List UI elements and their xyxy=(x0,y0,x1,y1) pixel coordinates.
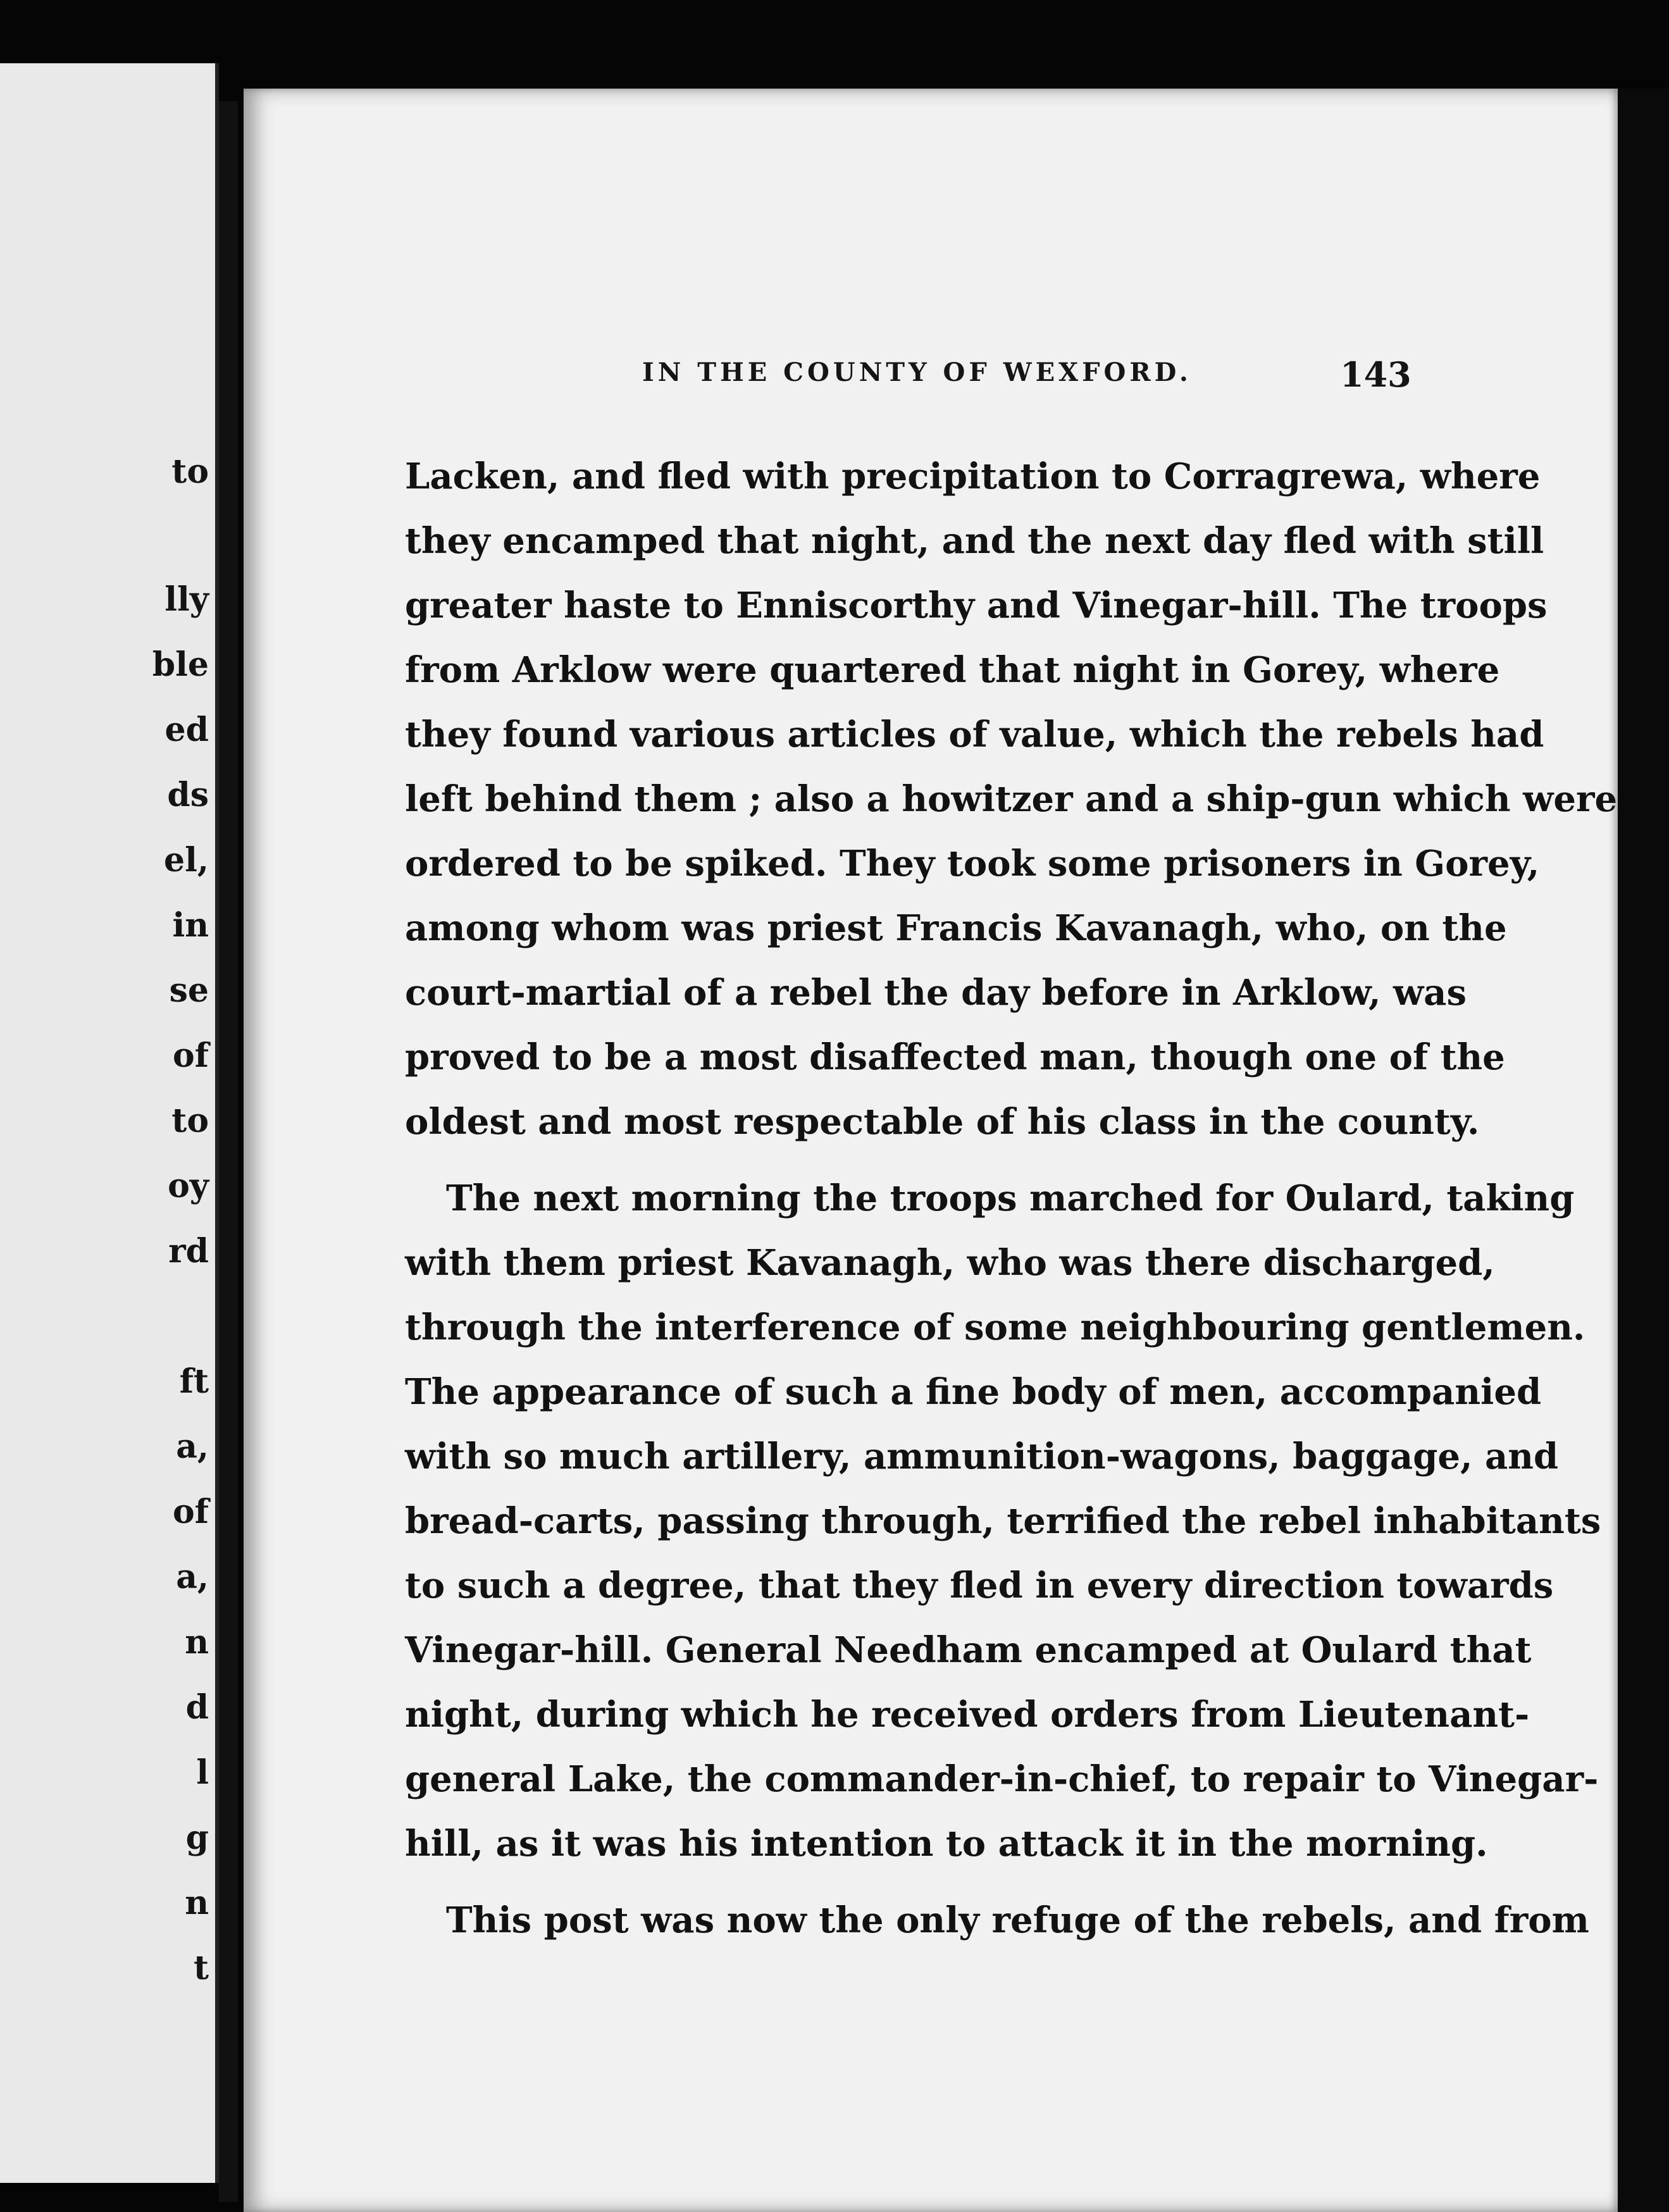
text-line: with so much artillery, ammunition-wagons, baggage, and xyxy=(405,1436,1559,1477)
left-page-fragment: l xyxy=(196,1753,209,1792)
page-number: 143 xyxy=(1340,354,1412,395)
text-line: they found various articles of value, which the rebels had xyxy=(405,714,1544,755)
left-page-fragment: of xyxy=(172,1493,209,1531)
text-line: Lacken, and fled with precipitation to Corragrewa, where xyxy=(405,456,1541,497)
left-page-fragment: rd xyxy=(168,1232,209,1271)
left-page-fragment: oy xyxy=(168,1167,209,1205)
right-page xyxy=(244,89,1618,2212)
text-line: from Arklow were quartered that night in Gorey, where xyxy=(405,649,1500,691)
text-line: they encamped that night, and the next day fled with still xyxy=(405,520,1544,562)
left-page-fragment: t xyxy=(193,1949,209,1987)
text-line: The appearance of such a fine body of men, accompanied xyxy=(405,1371,1542,1413)
text-line: general Lake, the commander-in-chief, to repair to Vinegar- xyxy=(405,1758,1599,1800)
text-line: through the interference of some neighbouring gentlemen. xyxy=(405,1307,1585,1348)
left-page-fragment: n xyxy=(185,1884,209,1922)
text-line: This post was now the only refuge of the rebels, and from xyxy=(446,1899,1589,1941)
text-line: proved to be a most disaffected man, though one of the xyxy=(405,1036,1505,1078)
text-line: left behind them ; also a howitzer and a ship-gun which were xyxy=(405,778,1618,820)
left-page-fragment: lly xyxy=(164,580,209,619)
text-line: greater haste to Enniscorthy and Vinegar-hill. The troops xyxy=(405,585,1548,626)
text-line: court-martial of a rebel the day before in Arklow, was xyxy=(405,972,1467,1014)
text-line: bread-carts, passing through, terrified the rebel inhabitants xyxy=(405,1500,1601,1542)
left-page-fragment: g xyxy=(185,1818,209,1857)
left-page-fragment: ft xyxy=(179,1362,209,1401)
text-line: to such a degree, that they fled in every direction towards xyxy=(405,1565,1554,1606)
left-page-fragment: ds xyxy=(167,776,209,814)
book-gutter xyxy=(219,101,238,2202)
text-line: with them priest Kavanagh, who was there discharged, xyxy=(405,1242,1495,1284)
left-facing-page xyxy=(0,63,219,2183)
left-page-fragment: ble xyxy=(152,645,209,684)
left-page-fragment: n xyxy=(185,1623,209,1662)
left-page-fragment: ed xyxy=(164,711,209,749)
left-page-fragment: of xyxy=(172,1036,209,1075)
left-page-fragment: el, xyxy=(164,841,209,879)
left-page-fragment: d xyxy=(185,1688,209,1727)
text-line: among whom was priest Francis Kavanagh, who, on the xyxy=(405,907,1507,949)
text-line: hill, as it was his intention to attack it in the morning. xyxy=(405,1823,1488,1865)
left-page-fragment: a, xyxy=(176,1558,209,1596)
left-page-fragment: in xyxy=(172,906,209,945)
page-edge-shadow xyxy=(1618,89,1669,2212)
left-page-fragment: se xyxy=(169,971,209,1010)
text-line: night, during which he received orders from Lieutenant- xyxy=(405,1694,1530,1736)
left-page-fragment: to xyxy=(171,1102,209,1140)
text-line: The next morning the troops marched for Oulard, taking xyxy=(446,1177,1575,1219)
text-line: oldest and most respectable of his class in the county. xyxy=(405,1101,1480,1143)
left-page-fragment: a, xyxy=(176,1427,209,1466)
running-header: IN THE COUNTY OF WEXFORD. xyxy=(642,357,1192,387)
left-page-fragment: to xyxy=(171,452,209,491)
text-line: ordered to be spiked. They took some prisoners in Gorey, xyxy=(405,843,1540,885)
text-line: Vinegar-hill. General Needham encamped at Oulard that xyxy=(405,1629,1532,1671)
